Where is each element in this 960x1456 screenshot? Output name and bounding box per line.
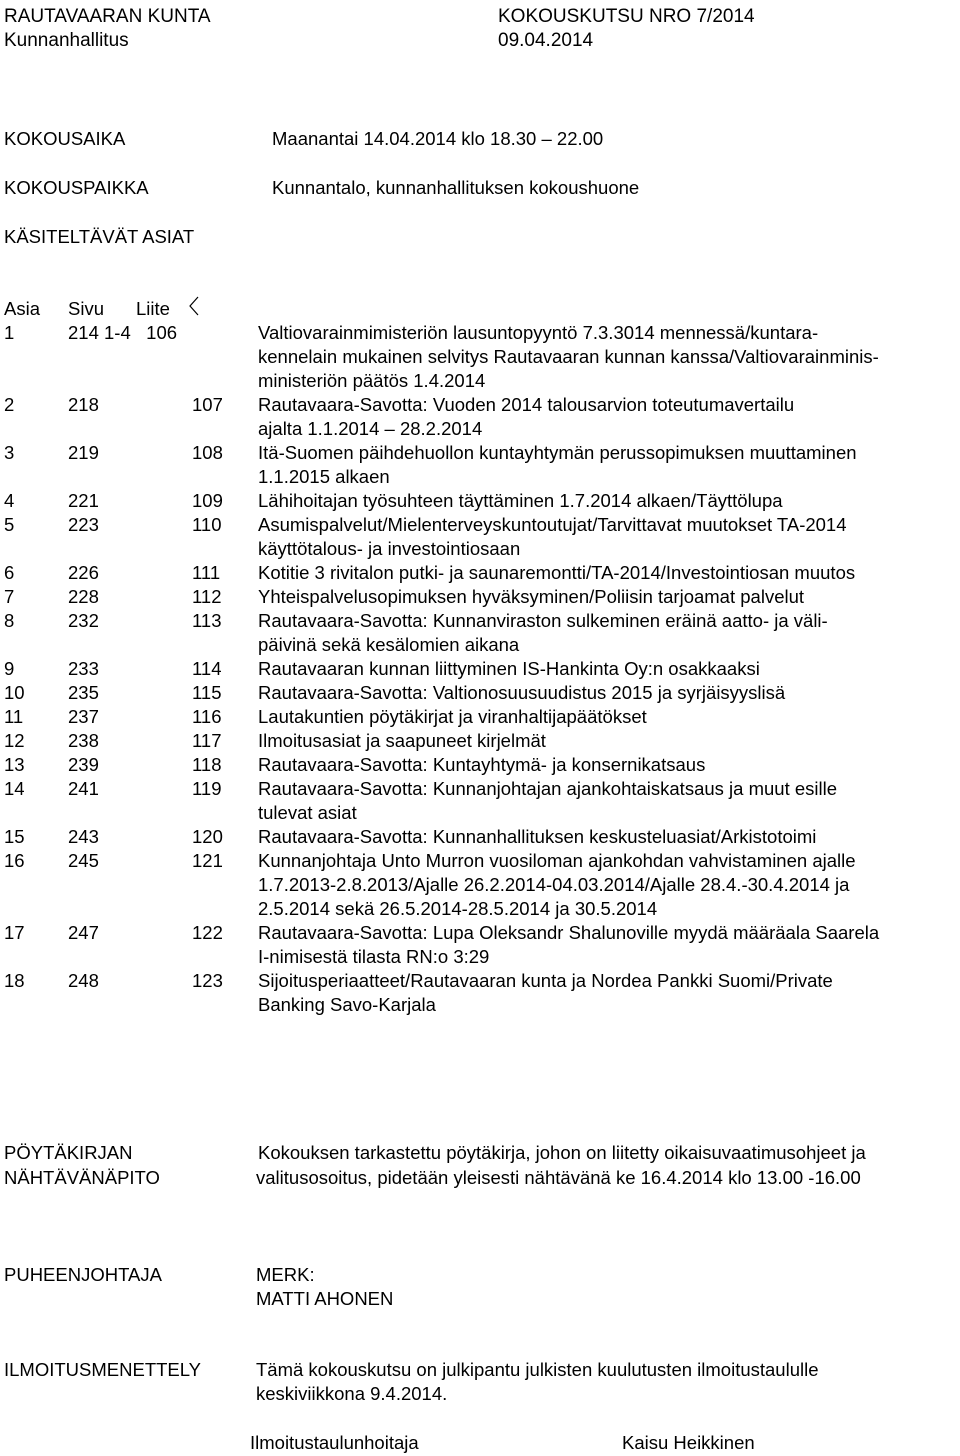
chair-label: PUHEENJOHTAJA bbox=[4, 1264, 162, 1285]
agenda-title bbox=[258, 825, 958, 849]
agenda-title-line: ajalta 1.1.2014 – 28.2.2014 bbox=[258, 418, 483, 439]
agenda-title-line: Rautavaaran kunnan liittyminen IS-Hankinta Oy:n osakkaaksi bbox=[258, 658, 760, 679]
municipality-name: RAUTAVAARAN KUNTA bbox=[4, 6, 211, 27]
agenda-asia-number: 4 bbox=[4, 490, 15, 511]
notice-label: ILMOITUSMENETTELY bbox=[4, 1359, 202, 1380]
notice-signer: Kaisu Heikkinen bbox=[622, 1432, 755, 1453]
agenda-title-line: Itä-Suomen päihdehuollon kuntayhtymän perussopimuksen muuttaminen bbox=[258, 442, 857, 463]
agenda-asia-number: 9 bbox=[4, 658, 15, 679]
agenda-sivu-number: 226 bbox=[68, 562, 99, 583]
agenda-asia-number: 13 bbox=[4, 754, 25, 775]
chair-merk: MERK: bbox=[256, 1264, 315, 1285]
agenda-title bbox=[258, 393, 958, 441]
agenda-sivu-number: 223 bbox=[68, 514, 99, 535]
agenda-title bbox=[258, 777, 958, 825]
bracket-mark-icon bbox=[188, 296, 200, 316]
agenda-title-line: päivinä sekä kesälomien aikana bbox=[258, 634, 520, 655]
agenda-title-line: Rautavaara-Savotta: Kunnanviraston sulkeminen eräinä aatto- ja väli- bbox=[258, 610, 828, 631]
notice-role: Ilmoitustaulunhoitaja bbox=[250, 1432, 419, 1453]
meeting-date: 09.04.2014 bbox=[498, 30, 594, 51]
minutes-text-2: valitusosoitus, pidetään yleisesti nähtävänä ke 16.4.2014 klo 13.00 -16.00 bbox=[256, 1167, 861, 1188]
agenda-sivu-number: 243 bbox=[68, 826, 99, 847]
minutes-label-2: NÄHTÄVÄNÄPITO bbox=[4, 1167, 160, 1188]
agenda-sivu-number: 214 bbox=[68, 322, 99, 343]
agenda-liite-number: 115 bbox=[192, 682, 222, 703]
agenda-title bbox=[258, 609, 958, 657]
agenda-sivu-number: 239 bbox=[68, 754, 99, 775]
agenda-asia-number: 18 bbox=[4, 970, 25, 991]
minutes-text-1: Kokouksen tarkastettu pöytäkirja, johon on liitetty oikaisuvaatimusohjeet ja bbox=[258, 1142, 866, 1163]
agenda-liite-number: 113 bbox=[192, 610, 222, 631]
agenda-sivu-number: 247 bbox=[68, 922, 99, 943]
meeting-place-value: Kunnantalo, kunnanhallituksen kokoushuone bbox=[272, 177, 640, 198]
agenda-title-line: Rautavaara-Savotta: Lupa Oleksandr Shalunoville myydä määräala Saarela bbox=[258, 922, 880, 943]
agenda-title-line: 1.1.2015 alkaen bbox=[258, 466, 390, 487]
agenda-title-line: Ilmoitusasiat ja saapuneet kirjelmät bbox=[258, 730, 546, 751]
agenda-sivu-number: 238 bbox=[68, 730, 99, 751]
agenda-title bbox=[258, 321, 958, 393]
agenda-liite-number: 117 bbox=[192, 730, 222, 751]
agenda-liite-number: 119 bbox=[192, 778, 222, 799]
agenda-sivu-number: 232 bbox=[68, 610, 99, 631]
agenda-title-line: 1.7.2013-2.8.2013/Ajalle 26.2.2014-04.03.2014/Ajalle 28.4.-30.4.2014 ja bbox=[258, 874, 850, 895]
agenda-sivu-number: 219 bbox=[68, 442, 99, 463]
agenda-liite-number: 120 bbox=[192, 826, 223, 847]
meeting-time-label: KOKOUSAIKA bbox=[4, 128, 126, 149]
column-header-sivu: Sivu bbox=[68, 298, 104, 319]
agenda-title bbox=[258, 753, 958, 777]
agenda-sivu-number: 218 bbox=[68, 394, 99, 415]
agenda-title-line: Valtiovarainmimisteriön lausuntopyyntö 7.3.3014 mennessä/kuntara- bbox=[258, 322, 819, 343]
agenda-sivu-number: 237 bbox=[68, 706, 99, 727]
notice-text-1: Tämä kokouskutsu on julkipantu julkisten kuulutusten ilmoitustaululle bbox=[256, 1359, 819, 1380]
agenda-asia-number: 16 bbox=[4, 850, 25, 871]
agenda-title-line: Rautavaara-Savotta: Kuntayhtymä- ja konsernikatsaus bbox=[258, 754, 706, 775]
notice-text-2: keskiviikkona 9.4.2014. bbox=[256, 1383, 448, 1404]
agenda-title bbox=[258, 561, 958, 585]
agenda-asia-number: 8 bbox=[4, 610, 15, 631]
agenda-asia-number: 1 bbox=[4, 322, 15, 343]
agenda-sivu-number: 245 bbox=[68, 850, 99, 871]
agenda-title-line: Rautavaara-Savotta: Valtionosuusuudistus 2015 ja syrjäisyyslisä bbox=[258, 682, 786, 703]
agenda-title bbox=[258, 921, 958, 969]
agenda-sivu-number: 233 bbox=[68, 658, 99, 679]
agenda-title bbox=[258, 705, 958, 729]
agenda-asia-number: 11 bbox=[4, 706, 24, 727]
meeting-place-label: KOKOUSPAIKKA bbox=[4, 177, 149, 198]
agenda-title-line: Kotitie 3 rivitalon putki- ja saunaremontti/TA-2014/Investointiosan muutos bbox=[258, 562, 856, 583]
agenda-title-line: käyttötalous- ja investointiosaan bbox=[258, 538, 521, 559]
agenda-asia-number: 2 bbox=[4, 394, 15, 415]
agenda-title bbox=[258, 513, 958, 561]
minutes-label-1: PÖYTÄKIRJAN bbox=[4, 1142, 133, 1163]
agenda-title-line: I-nimisestä tilasta RN:o 3:29 bbox=[258, 946, 490, 967]
agenda-liite-number: 122 bbox=[192, 922, 223, 943]
agenda-sivu-number: 235 bbox=[68, 682, 99, 703]
agenda-asia-number: 10 bbox=[4, 682, 25, 703]
agenda-title bbox=[258, 681, 958, 705]
agenda-title-line: ministeriön päätös 1.4.2014 bbox=[258, 370, 486, 391]
agenda-title bbox=[258, 849, 958, 921]
chair-name: MATTI AHONEN bbox=[256, 1288, 394, 1309]
body-name: Kunnanhallitus bbox=[4, 30, 129, 51]
agenda-title-line: Lautakuntien pöytäkirjat ja viranhaltijapäätökset bbox=[258, 706, 647, 727]
agenda-title-line: Asumispalvelut/Mielenterveyskuntoutujat/Tarvittavat muutokset TA-2014 bbox=[258, 514, 847, 535]
meeting-time-value: Maanantai 14.04.2014 klo 18.30 – 22.00 bbox=[272, 128, 604, 149]
agenda-asia-number: 6 bbox=[4, 562, 15, 583]
column-header-asia: Asia bbox=[4, 298, 40, 319]
agenda-liite-number: 121 bbox=[192, 850, 223, 871]
agenda-title-line: Lähihoitajan työsuhteen täyttäminen 1.7.2014 alkaen/Täyttölupa bbox=[258, 490, 783, 511]
agenda-liite-number: 107 bbox=[192, 394, 223, 415]
agenda-sivu-number: 248 bbox=[68, 970, 99, 991]
agenda-asia-number: 7 bbox=[4, 586, 15, 607]
agenda-liite-number: 108 bbox=[192, 442, 223, 463]
agenda-liite-number: 114 bbox=[192, 658, 222, 679]
agenda-title bbox=[258, 489, 958, 513]
agenda-title-line: kennelain mukainen selvitys Rautavaaran kunnan kanssa/Valtiovarainminis- bbox=[258, 346, 879, 367]
column-header-liite: Liite bbox=[136, 298, 170, 319]
agenda-sivu-number: 241 bbox=[68, 778, 99, 799]
agenda-asia-number: 12 bbox=[4, 730, 25, 751]
agenda-liite-number: 1-4 106 bbox=[104, 322, 178, 343]
agenda-title bbox=[258, 441, 958, 489]
meeting-number: KOKOUSKUTSU NRO 7/2014 bbox=[498, 6, 755, 27]
agenda-title-line: Rautavaara-Savotta: Vuoden 2014 talousarvion toteutumavertailu bbox=[258, 394, 795, 415]
agenda-title bbox=[258, 969, 958, 1017]
agenda-title-line: Rautavaara-Savotta: Kunnanjohtajan ajankohtaiskatsaus ja muut esille bbox=[258, 778, 838, 799]
agenda-asia-number: 14 bbox=[4, 778, 25, 799]
agenda-liite-number: 123 bbox=[192, 970, 223, 991]
agenda-title-line: tulevat asiat bbox=[258, 802, 357, 823]
agenda-title-line: 2.5.2014 sekä 26.5.2014-28.5.2014 ja 30.5.2014 bbox=[258, 898, 658, 919]
agenda-title-line: Banking Savo-Karjala bbox=[258, 994, 436, 1015]
agenda-title bbox=[258, 585, 958, 609]
agenda-liite-number: 118 bbox=[192, 754, 222, 775]
agenda-sivu-number: 228 bbox=[68, 586, 99, 607]
agenda-asia-number: 15 bbox=[4, 826, 25, 847]
agenda-title-line: Sijoitusperiaatteet/Rautavaaran kunta ja Nordea Pankki Suomi/Private bbox=[258, 970, 833, 991]
agenda-asia-number: 5 bbox=[4, 514, 15, 535]
agenda-liite-number: 112 bbox=[192, 586, 222, 607]
agenda-title bbox=[258, 657, 958, 681]
agenda-liite-number: 109 bbox=[192, 490, 223, 511]
agenda-title-line: Kunnanjohtaja Unto Murron vuosiloman ajankohdan vahvistaminen ajalle bbox=[258, 850, 856, 871]
agenda-sivu-number: 221 bbox=[68, 490, 99, 511]
agenda-asia-number: 17 bbox=[4, 922, 25, 943]
agenda-liite-number: 111 bbox=[192, 562, 221, 583]
agenda-liite-number: 110 bbox=[192, 514, 222, 535]
agenda-heading: KÄSITELTÄVÄT ASIAT bbox=[4, 226, 195, 247]
agenda-title bbox=[258, 729, 958, 753]
agenda-title-line: Rautavaara-Savotta: Kunnanhallituksen keskusteluasiat/Arkistotoimi bbox=[258, 826, 817, 847]
agenda-title-line: Yhteispalvelusopimuksen hyväksyminen/Poliisin tarjoamat palvelut bbox=[258, 586, 805, 607]
agenda-asia-number: 3 bbox=[4, 442, 15, 463]
agenda-liite-number: 116 bbox=[192, 706, 222, 727]
